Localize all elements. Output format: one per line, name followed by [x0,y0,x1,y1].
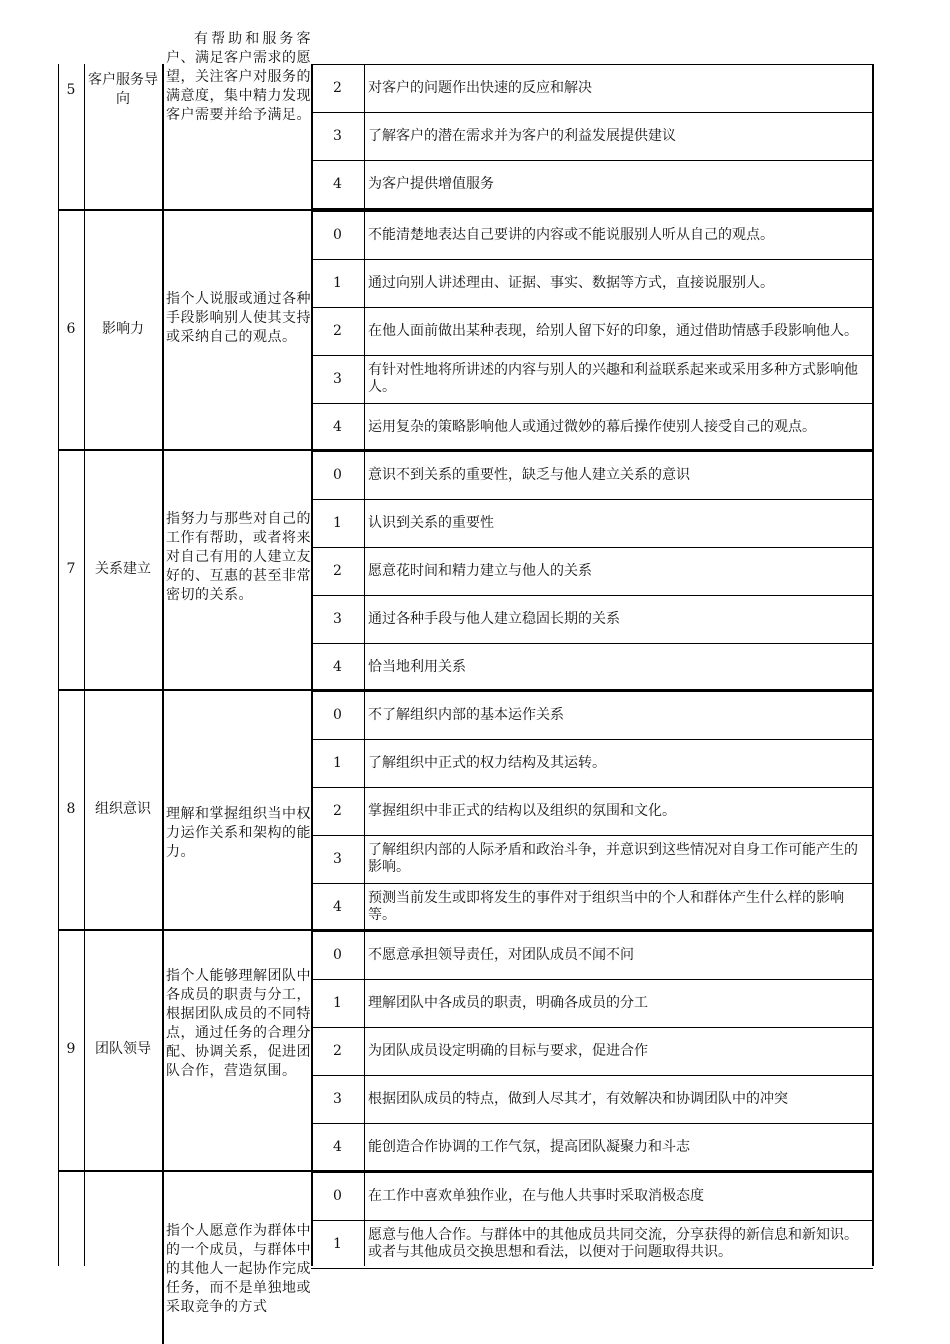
v-rule [84,64,85,1266]
h-rule [311,64,873,65]
level-behavior: 愿意与他人合作。与群体中的其他成员共同交流，分享获得的新信息和新知识。或者与其他成员交换思想和看法，以便对于问题取得共识。 [368,1227,858,1260]
level-behavior: 意识不到关系的重要性，缺乏与他人建立关系的意识 [368,466,690,483]
level-behavior: 为客户提供增值服务 [368,175,494,192]
v-rule [872,64,874,1266]
level-number: 1 [333,755,342,771]
h-rule [58,689,873,691]
competency-name: 关系建立 [95,560,151,577]
competency-number: 7 [66,560,76,577]
h-rule [311,1220,873,1221]
h-rule [311,931,873,932]
competency-number: 8 [66,800,76,817]
level-number: 2 [333,563,342,579]
h-rule [311,112,873,113]
level-behavior: 了解组织中正式的权力结构及其运转。 [368,754,606,771]
h-rule [311,835,873,836]
v-rule [58,64,59,1266]
level-number: 4 [333,899,342,915]
level-behavior: 在他人面前做出某种表现，给别人留下好的印象，通过借助情感手段影响他人。 [368,322,858,339]
h-rule [58,449,873,451]
level-behavior: 认识到关系的重要性 [368,514,494,531]
level-number: 4 [333,176,342,192]
level-number: 0 [333,1188,342,1204]
level-behavior: 了解组织内部的人际矛盾和政治斗争，并意识到这些情况对自身工作可能产生的影响。 [368,842,858,875]
h-rule [58,209,873,211]
level-number: 3 [333,611,342,627]
level-number: 4 [333,1139,342,1155]
level-number: 0 [333,227,342,243]
h-rule [311,1123,873,1124]
level-number: 2 [333,323,342,339]
h-rule [311,691,873,692]
h-rule [311,355,873,356]
competency-name: 团队领导 [95,1041,151,1057]
competency-number: 9 [66,1041,76,1057]
level-behavior: 在工作中喜欢单独作业，在与他人共事时采取消极态度 [368,1187,704,1204]
competency-definition: 指努力与那些对自己的工作有帮助，或者将来对自己有用的人建立友好的、互惠的甚至非常密切的关系。 [166,511,311,603]
level-behavior: 能创造合作协调的工作气氛，提高团队凝聚力和斗志 [368,1138,690,1155]
h-rule [58,1170,873,1172]
v-rule [162,64,164,1344]
h-rule [311,739,873,740]
v-rule [364,64,365,1266]
h-rule [311,787,873,788]
competency-definition: 有帮助和服务客户、满足客户需求的愿望，关注客户对服务的满意度，集中精力发现客户需要并给予满足。 [166,31,311,123]
h-rule [311,499,873,500]
level-number: 3 [333,1091,342,1107]
level-behavior: 了解客户的潜在需求并为客户的利益发展提供建议 [368,127,676,144]
competency-name: 客户服务导向 [88,72,158,107]
h-rule [311,451,873,452]
level-number: 3 [333,371,342,387]
level-behavior: 有针对性地将所讲述的内容与别人的兴趣和利益联系起来或采用多种方式影响他人。 [368,362,858,395]
level-number: 0 [333,467,342,483]
h-rule [311,307,873,308]
level-number: 1 [333,275,342,291]
level-number: 2 [333,1043,342,1059]
level-behavior: 通过向别人讲述理由、证据、事实、数据等方式，直接说服别人。 [368,274,774,291]
level-behavior: 恰当地利用关系 [368,658,466,675]
competency-definition: 理解和掌握组织当中权力运作关系和架构的能力。 [166,806,311,860]
level-behavior: 愿意花时间和精力建立与他人的关系 [368,562,592,579]
level-behavior: 根据团队成员的特点，做到人尽其才，有效解决和协调团队中的冲突 [368,1090,788,1107]
h-rule [311,403,873,404]
h-rule [311,1027,873,1028]
competency-definition: 指个人说服或通过各种手段影响别人使其支持或采纳自己的观点。 [166,291,311,345]
level-behavior: 不了解组织内部的基本运作关系 [368,706,564,723]
h-rule [311,547,873,548]
level-behavior: 为团队成员设定明确的目标与要求，促进合作 [368,1042,648,1059]
level-number: 0 [333,707,342,723]
competency-number: 6 [66,320,76,337]
level-number: 1 [333,1236,342,1252]
h-rule [311,1075,873,1076]
level-number: 2 [333,80,342,96]
level-number: 0 [333,947,342,963]
competency-number: 5 [66,81,76,98]
level-number: 3 [333,128,342,144]
competency-name: 影响力 [102,320,144,337]
level-behavior: 掌握组织中非正式的结构以及组织的氛围和文化。 [368,802,676,819]
h-rule [311,1172,873,1173]
h-rule [311,883,873,884]
h-rule [311,643,873,644]
level-number: 4 [333,419,342,435]
h-rule [311,1268,873,1269]
h-rule [58,929,873,931]
level-behavior: 理解团队中各成员的职责，明确各成员的分工 [368,994,648,1011]
level-behavior: 对客户的问题作出快速的反应和解决 [368,79,592,96]
level-behavior: 预测当前发生或即将发生的事件对于组织当中的个人和群体产生什么样的影响等。 [368,890,844,923]
level-number: 3 [333,851,342,867]
level-number: 4 [333,659,342,675]
level-number: 2 [333,803,342,819]
h-rule [311,979,873,980]
level-behavior: 运用复杂的策略影响他人或通过微妙的幕后操作使别人接受自己的观点。 [368,418,816,435]
h-rule [311,160,873,161]
level-behavior: 不能清楚地表达自己要讲的内容或不能说服别人听从自己的观点。 [368,226,774,243]
h-rule [311,595,873,596]
competency-name: 组织意识 [95,800,151,817]
competency-definition: 指个人愿意作为群体中的一个成员，与群体中的其他人一起协作完成任务，而不是单独地或采取竞争的方式 [166,1223,311,1315]
level-behavior: 通过各种手段与他人建立稳固长期的关系 [368,610,620,627]
v-rule [311,64,313,1266]
level-number: 1 [333,995,342,1011]
level-number: 1 [333,515,342,531]
competency-definition: 指个人能够理解团队中各成员的职责与分工，根据团队成员的不同特点，通过任务的合理分配、协调关系，促进团队合作，营造氛围。 [166,968,311,1079]
level-behavior: 不愿意承担领导责任，对团队成员不闻不问 [368,946,634,963]
h-rule [311,211,873,212]
h-rule [311,259,873,260]
